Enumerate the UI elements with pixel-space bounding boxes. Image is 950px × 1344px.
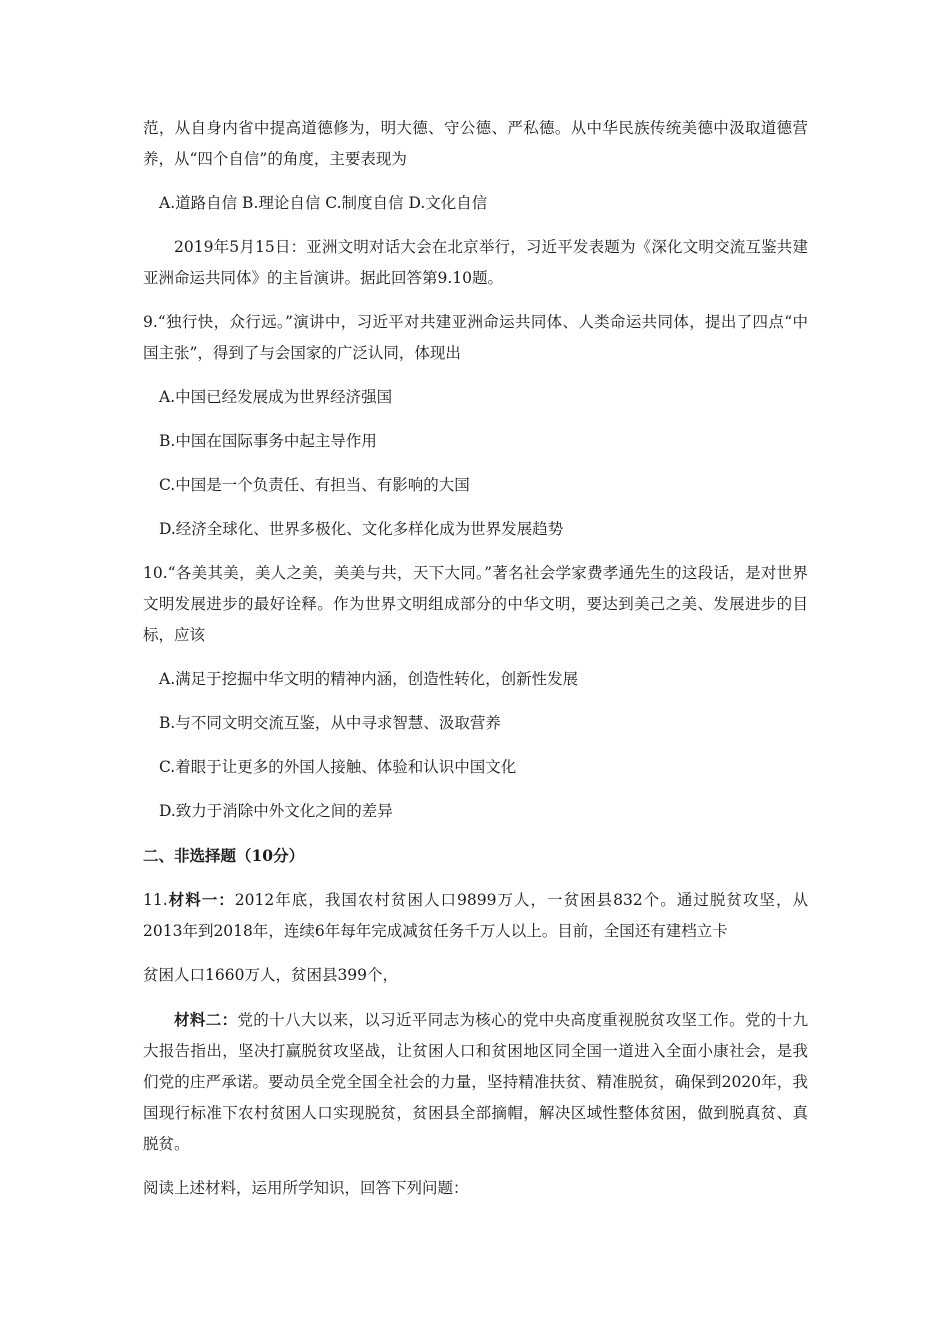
q9-option-d: D.经济全球化、世界多极化、文化多样化成为世界发展趋势 xyxy=(159,520,564,538)
q11-material2 xyxy=(143,1004,808,1160)
material2-text: 党的十八大以来，以习近平同志为核心的党中央高度重视脱贫攻坚工作。党的十九大报告指出，坚决打赢脱贫攻坚战，让贫困人口和贫困地区同全国一道进入全面小康社会，是我们党的庄严承诺。要动员全党全国全社会的力量，坚持精准扶贫、精准脱贫，确保到2020年，我国现行标准下农村贫困人口实现脱贫，贫困县全部摘帽，解决区域性整体贫困，做到脱真贫、真脱贫。 xyxy=(143,1011,808,1153)
q11-number: 11. xyxy=(143,891,168,909)
q10-option-c: C.着眼于让更多的外国人接触、体验和认识中国文化 xyxy=(159,758,517,776)
material1-continuation: 贫困人口1660万人，贫困县399个， xyxy=(143,966,399,984)
context-paragraph: 2019年5月15日：亚洲文明对话大会在北京举行，习近平发表题为《深化文明交流互鉴共建亚洲命运共同体》的主旨演讲。据此回答第9.10题。 xyxy=(143,238,808,287)
q11-instruction: 阅读上述材料，运用所学知识，回答下列问题： xyxy=(143,1179,469,1197)
q8-options: A.道路自信 B.理论自信 C.制度自信 D.文化自信 xyxy=(159,194,488,212)
material1-text: 2012年底，我国农村贫困人口9899万人，一贫困县832个。通过脱贫攻坚，从2013年到2018年，连续6年每年完成减贫任务千万人以上。目前，全国还有建档立卡 xyxy=(143,891,808,940)
q10-stem: 10.“各美其美，美人之美，美美与共，天下大同。”著名社会学家费孝通先生的这段话，是对世界文明发展进步的最好诠释。作为世界文明组成部分的中华文明，要达到美己之美、发展进步的目标，应该 xyxy=(143,564,808,644)
section-title: 二、非选择题（10分） xyxy=(143,846,305,865)
q9-option-c: C.中国是一个负责任、有担当、有影响的大国 xyxy=(159,476,470,494)
q10-option-d: D.致力于消除中外文化之间的差异 xyxy=(159,802,393,820)
q10-option-a: A.满足于挖掘中华文明的精神内涵，创造性转化，创新性发展 xyxy=(159,670,579,688)
q10-option-b: B.与不同文明交流互鉴，从中寻求智慧、汲取营养 xyxy=(159,714,501,732)
q9-option-b: B.中国在国际事务中起主导作用 xyxy=(159,432,377,450)
q9-option-a: A.中国已经发展成为世界经济强国 xyxy=(159,388,393,406)
q11-material1 xyxy=(143,884,808,947)
material1-label: 材料一： xyxy=(167,890,235,909)
document-page xyxy=(143,113,808,1204)
q8-stem-continuation: 范，从自身内省中提高道德修为，明大德、守公德、严私德。从中华民族传统美德中汲取道德营养，从“四个自信”的角度，主要表现为 xyxy=(143,119,808,168)
material2-label: 材料二： xyxy=(174,1010,238,1029)
q9-stem: 9.“独行快，众行远。”演讲中，习近平对共建亚洲命运共同体、人类命运共同体，提出了四点“中国主张”，得到了与会国家的广泛认同，体现出 xyxy=(143,313,808,362)
